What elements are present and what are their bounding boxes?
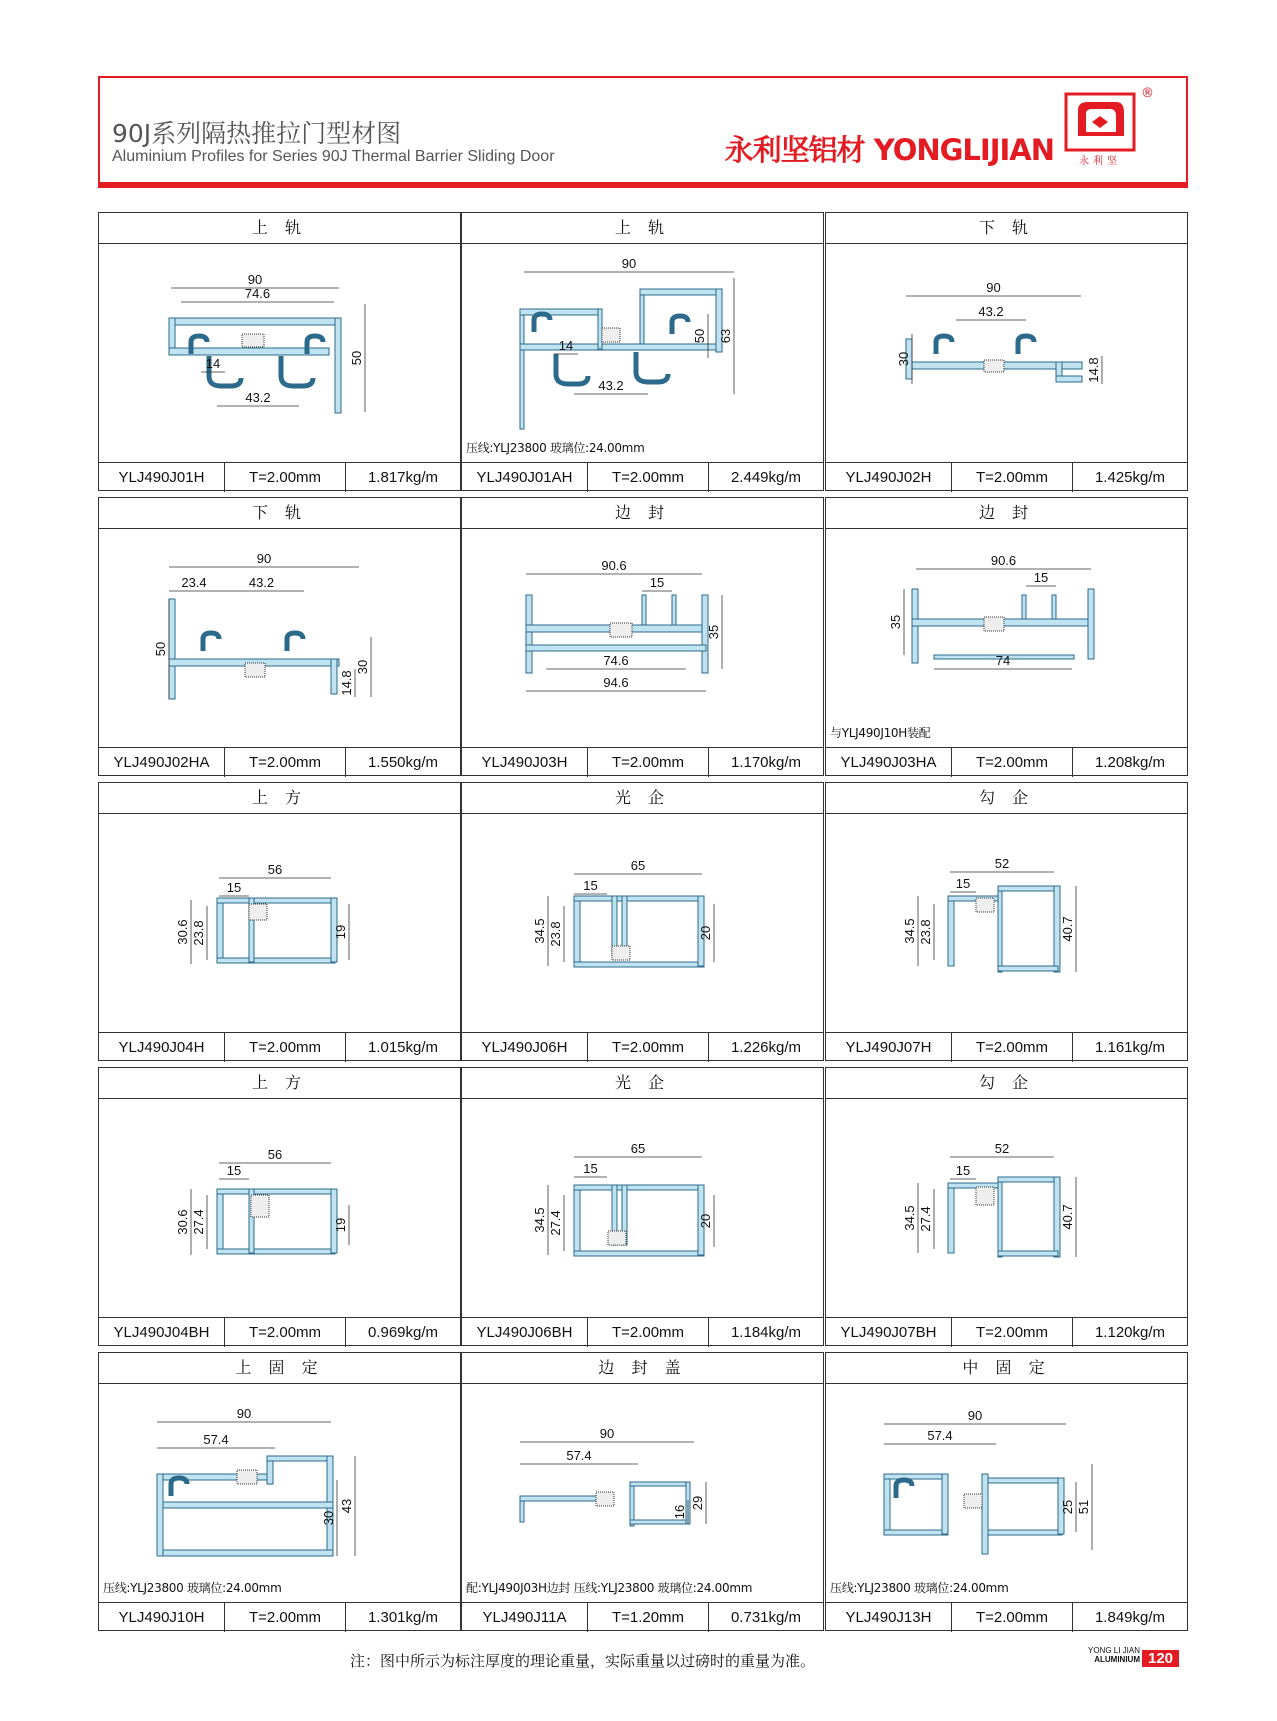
profile-thickness: T=2.00mm	[588, 1033, 709, 1062]
profile-cell	[825, 1352, 1188, 1631]
profile-wall	[169, 318, 175, 348]
footer-brand-small: YONG LI JIAN	[1087, 1646, 1140, 1655]
profile-section-svg	[826, 244, 1189, 462]
profile-wall	[574, 896, 580, 966]
thermal-break-strip	[602, 328, 620, 342]
dimension-label: 90	[599, 1426, 615, 1441]
profile-cell	[825, 212, 1188, 491]
profile-wall	[574, 1185, 704, 1190]
profile-cell	[461, 782, 824, 1061]
page-number-box	[1074, 1646, 1174, 1667]
dimension-label: 20	[698, 1213, 713, 1229]
profile-wall	[157, 1474, 163, 1556]
dimension-label: 23.8	[548, 921, 563, 947]
dimension-label: 56	[267, 862, 283, 877]
dimension-label: 15	[1033, 570, 1049, 585]
profile-section-svg	[462, 244, 825, 462]
dimension-label: 94.6	[603, 675, 629, 690]
profile-weight: 1.301kg/m	[367, 1609, 439, 1626]
dimension-label: 65	[630, 858, 646, 873]
profile-code: YLJ490J06H	[462, 1033, 588, 1062]
thermal-break-strip	[984, 360, 1004, 372]
page-number: 120	[1142, 1650, 1179, 1667]
profile-section-svg	[462, 1384, 825, 1602]
profile-section-svg	[462, 814, 825, 1032]
profile-drawing	[99, 244, 460, 462]
profile-thickness: T=2.00mm	[952, 463, 1073, 492]
thermal-break-strip	[251, 1195, 269, 1217]
profile-weight: 1.550kg/m	[367, 754, 439, 771]
dimension-label: 14	[205, 356, 221, 371]
profile-code: YLJ490J03H	[462, 748, 588, 777]
thermal-break-strip	[242, 334, 264, 347]
profile-track	[281, 356, 313, 386]
profile-drawing	[826, 814, 1187, 1032]
dimension-label: 57.4	[203, 1432, 229, 1447]
profile-code: YLJ490J02H	[826, 463, 952, 492]
dimension-label: 57.4	[927, 1428, 953, 1443]
dimension-label: 15	[649, 575, 665, 590]
dimension-label: 74	[995, 653, 1011, 668]
dimension-label: 34.5	[902, 1205, 917, 1231]
profile-drawing	[99, 1099, 460, 1317]
profile-weight: 1.226kg/m	[730, 1039, 802, 1056]
profile-wall	[630, 1482, 690, 1486]
profile-cell	[825, 782, 1188, 1061]
profile-title: 上 固 定	[99, 1353, 460, 1384]
profile-thickness: T=2.00mm	[225, 463, 346, 492]
page-title-cn: 90J系列隔热推拉门型材图	[112, 119, 402, 148]
profile-title: 边 封 盖	[462, 1353, 823, 1384]
profile-wall	[982, 1478, 1062, 1483]
profile-drawing	[462, 244, 823, 462]
profile-weight: 1.161kg/m	[1094, 1039, 1166, 1056]
profile-cell	[825, 1067, 1188, 1346]
dimension-label: 90	[967, 1408, 983, 1423]
dimension-label: 56	[267, 1147, 283, 1162]
profile-section-svg	[826, 1384, 1189, 1602]
brand-logo	[1064, 86, 1154, 167]
profile-thickness: T=2.00mm	[225, 1318, 346, 1347]
profile-thickness: T=2.00mm	[225, 1603, 346, 1632]
dimension-label: 52	[994, 1141, 1010, 1156]
profile-cell	[461, 1352, 824, 1631]
dimension-label: 43.2	[978, 304, 1004, 319]
dimension-label: 15	[226, 880, 242, 895]
profile-wall	[526, 645, 706, 651]
profile-wall	[574, 896, 704, 901]
profile-drawing	[99, 814, 460, 1032]
profile-wall	[574, 962, 704, 967]
profile-weight: 1.208kg/m	[1094, 754, 1166, 771]
dimension-label: 25	[1060, 1499, 1075, 1515]
registered-mark: ®	[1141, 86, 1154, 101]
profile-wall	[948, 1183, 954, 1253]
profile-code: YLJ490J01AH	[462, 463, 588, 492]
thermal-break-strip	[596, 1492, 614, 1506]
profile-hook	[896, 1480, 912, 1498]
profile-wall	[520, 309, 524, 429]
profile-wall	[526, 595, 532, 673]
profile-code: YLJ490J01H	[99, 463, 225, 492]
profile-drawing	[462, 529, 823, 747]
profile-weight: 1.184kg/m	[730, 1324, 802, 1341]
profile-code: YLJ490J02HA	[99, 748, 225, 777]
profile-thickness: T=2.00mm	[952, 1603, 1073, 1632]
page-header	[98, 76, 1188, 184]
profile-wall	[157, 1502, 333, 1508]
dimension-label: 15	[583, 1161, 598, 1176]
profile-cell	[461, 212, 824, 491]
dimension-label: 90.6	[990, 553, 1017, 568]
thermal-break-strip	[237, 1470, 257, 1484]
profile-wall	[217, 898, 335, 903]
profile-weight: 0.731kg/m	[730, 1609, 802, 1626]
profile-note: 与YLJ490J10H装配	[830, 726, 931, 740]
profile-track	[556, 354, 588, 384]
profile-spec-row	[462, 1032, 823, 1062]
brand-name: 永利坚铝材 YONGLIJIAN	[724, 133, 1054, 167]
profile-section-svg	[462, 529, 825, 747]
profile-wall	[574, 1185, 580, 1255]
profile-wall	[630, 1482, 634, 1526]
dimension-label: 27.4	[548, 1210, 563, 1236]
dimension-label: 90	[247, 272, 263, 287]
profile-section-svg	[99, 1099, 462, 1317]
profile-wall	[520, 1496, 600, 1501]
profile-wall	[598, 309, 602, 349]
profile-drawing	[462, 1099, 823, 1317]
profile-thickness: T=1.20mm	[588, 1603, 709, 1632]
dimension-label: 50	[692, 328, 707, 344]
dimension-label: 14.8	[339, 670, 354, 696]
profile-wall	[642, 595, 646, 625]
profile-hook	[936, 336, 952, 354]
profile-section-svg	[462, 1099, 825, 1317]
weight-footnote: 注：图中所示为标注厚度的理论重量，实际重量以过磅时的重量为准。	[350, 1652, 816, 1670]
profile-drawing	[826, 529, 1187, 747]
profile-spec-row	[826, 462, 1187, 492]
profile-section-svg	[99, 814, 462, 1032]
profile-wall	[1088, 589, 1094, 659]
profile-wall	[884, 1474, 890, 1534]
profile-wall	[1022, 595, 1026, 619]
profile-spec-row	[99, 1032, 460, 1062]
profile-code: YLJ490J06BH	[462, 1318, 588, 1347]
profile-drawing	[462, 1384, 823, 1602]
dimension-label: 90	[621, 256, 637, 271]
profile-weight: 1.120kg/m	[1094, 1324, 1166, 1341]
profile-weight: 1.170kg/m	[730, 754, 802, 771]
profile-wall	[217, 1189, 335, 1194]
profile-wall	[217, 958, 335, 963]
dimension-label: 90	[256, 551, 272, 566]
profile-section-svg	[826, 814, 1189, 1032]
dimension-label: 15	[226, 1163, 242, 1178]
profile-note: 压线:YLJ23800 玻璃位:24.00mm	[830, 1581, 1009, 1595]
profile-thickness: T=2.00mm	[588, 463, 709, 492]
profile-code: YLJ490J04H	[99, 1033, 225, 1062]
profile-drawing	[99, 1384, 460, 1602]
profile-wall	[640, 289, 644, 344]
profile-wall	[998, 1251, 1058, 1256]
dimension-label: 19	[333, 1217, 348, 1233]
dimension-label: 74.6	[603, 653, 629, 668]
profile-cell	[98, 1352, 461, 1631]
profile-wall	[574, 1251, 704, 1256]
dimension-label: 34.5	[902, 918, 917, 944]
header-rule	[98, 182, 1188, 188]
profile-weight: 1.849kg/m	[1094, 1609, 1166, 1626]
dimension-label: 30	[896, 351, 911, 367]
profile-title: 下 轨	[99, 498, 460, 529]
profile-hook	[171, 1478, 187, 1496]
dimension-label: 29	[690, 1495, 705, 1511]
profile-code: YLJ490J10H	[99, 1603, 225, 1632]
dimension-label: 20	[698, 925, 713, 941]
dimension-label: 35	[888, 614, 903, 630]
dimension-label: 40.7	[1060, 916, 1075, 942]
profile-cell	[98, 497, 461, 776]
profile-wall	[169, 599, 175, 699]
profile-code: YLJ490J03HA	[826, 748, 952, 777]
profile-weight: 0.969kg/m	[367, 1324, 439, 1341]
profile-spec-row	[99, 1602, 460, 1632]
profile-thickness: T=2.00mm	[952, 1318, 1073, 1347]
profile-wall	[998, 886, 1058, 891]
thermal-break-strip	[612, 946, 630, 960]
dimension-label: 43	[339, 1498, 354, 1514]
dimension-label: 19	[333, 924, 348, 940]
profile-thickness: T=2.00mm	[225, 1033, 346, 1062]
profile-weight: 1.817kg/m	[367, 469, 439, 486]
dimension-label: 30.6	[175, 919, 190, 945]
profile-spec-row	[462, 747, 823, 777]
profile-thickness: T=2.00mm	[225, 748, 346, 777]
profile-hook	[287, 633, 303, 651]
profile-wall	[998, 966, 1058, 971]
profile-title: 光 企	[462, 783, 823, 814]
dimension-label: 57.4	[566, 1448, 592, 1463]
profile-cell	[98, 212, 461, 491]
profile-wall	[217, 1189, 223, 1253]
profile-title: 勾 企	[826, 1068, 1187, 1099]
dimension-label: 50	[153, 641, 168, 657]
profile-code: YLJ490J11A	[462, 1603, 588, 1632]
profile-cell	[461, 1067, 824, 1346]
profile-note: 压线:YLJ23800 玻璃位:24.00mm	[103, 1581, 282, 1595]
profile-title: 边 封	[826, 498, 1187, 529]
profile-thickness: T=2.00mm	[588, 1318, 709, 1347]
profile-code: YLJ490J07H	[826, 1033, 952, 1062]
profile-cell	[98, 782, 461, 1061]
dimension-label: 30	[321, 1510, 336, 1526]
profile-wall	[884, 1530, 948, 1535]
dimension-label: 16	[672, 1504, 687, 1520]
profile-cell	[461, 497, 824, 776]
profile-drawing	[826, 244, 1187, 462]
profile-spec-row	[462, 1602, 823, 1632]
profile-wall	[169, 318, 339, 325]
dimension-label: 51	[1076, 1499, 1091, 1515]
thermal-break-strip	[976, 898, 994, 912]
profile-wall	[998, 1177, 1002, 1257]
profile-hook	[534, 314, 550, 332]
profile-wall	[1056, 376, 1082, 382]
profile-wall	[267, 1456, 327, 1461]
dimension-label: 43.2	[248, 575, 275, 590]
thermal-break-strip	[610, 623, 632, 637]
profile-spec-row	[826, 1317, 1187, 1347]
profile-note: 压线:YLJ23800 玻璃位:24.00mm	[466, 441, 645, 455]
profile-hook	[1018, 336, 1034, 354]
profile-wall	[672, 595, 676, 625]
dimension-label: 30	[355, 659, 370, 675]
profile-code: YLJ490J13H	[826, 1603, 952, 1632]
profile-drawing	[99, 529, 460, 747]
page-title-en: Aluminium Profiles for Series 90J Thermal Barrier Sliding Door	[112, 148, 555, 165]
logo-icon	[1064, 92, 1136, 152]
dimension-label: 27.4	[191, 1209, 206, 1235]
thermal-break-strip	[984, 617, 1004, 631]
profile-section-svg	[99, 1384, 462, 1602]
dimension-label: 15	[583, 878, 598, 893]
footer-aluminium: ALUMINIUM	[1094, 1655, 1140, 1664]
thermal-break-strip	[245, 663, 265, 677]
dimension-label: 34.5	[532, 918, 547, 944]
dimension-label: 65	[630, 1141, 646, 1156]
dimension-label: 15	[955, 876, 971, 891]
dimension-label: 14.8	[1086, 357, 1101, 383]
profile-title: 中 固 定	[826, 1353, 1187, 1384]
dimension-label: 23.4	[181, 575, 207, 590]
profile-track	[636, 352, 668, 382]
profile-title: 上 轨	[462, 213, 823, 244]
profile-spec-row	[826, 1032, 1187, 1062]
profile-spec-row	[99, 462, 460, 492]
profile-title: 下 轨	[826, 213, 1187, 244]
profile-wall	[217, 1249, 335, 1254]
dimension-label: 35	[706, 624, 721, 640]
dimension-label: 90	[236, 1406, 252, 1421]
profile-title: 上 方	[99, 1068, 460, 1099]
profile-weight: 1.425kg/m	[1094, 469, 1166, 486]
profile-spec-row	[462, 1317, 823, 1347]
profile-note: 配:YLJ490J03H边封 压线:YLJ23800 玻璃位:24.00mm	[466, 1581, 753, 1595]
profile-spec-row	[99, 1317, 460, 1347]
profile-section-svg	[99, 529, 462, 747]
dimension-label: 23.8	[191, 920, 206, 946]
dimension-label: 50	[349, 350, 364, 366]
dimension-label: 43.2	[598, 378, 624, 393]
profile-title: 勾 企	[826, 783, 1187, 814]
dimension-label: 27.4	[918, 1206, 933, 1232]
profile-title: 上 方	[99, 783, 460, 814]
profile-wall	[335, 318, 341, 413]
profile-spec-row	[826, 747, 1187, 777]
profile-wall	[217, 898, 223, 962]
profile-wall	[630, 1520, 690, 1524]
profile-title: 光 企	[462, 1068, 823, 1099]
profile-wall	[884, 1474, 948, 1479]
profile-code: YLJ490J07BH	[826, 1318, 952, 1347]
thermal-break-strip	[976, 1187, 994, 1205]
dimension-label: 52	[994, 856, 1010, 871]
profile-wall	[982, 1474, 988, 1554]
profile-wall	[998, 1177, 1058, 1182]
profile-spec-row	[462, 462, 823, 492]
profile-spec-row	[826, 1602, 1187, 1632]
profile-section-svg	[99, 244, 462, 462]
profile-wall	[640, 289, 720, 295]
profile-thickness: T=2.00mm	[952, 1033, 1073, 1062]
profile-weight: 1.015kg/m	[367, 1039, 439, 1056]
profile-cell	[825, 497, 1188, 776]
profile-section-svg	[826, 1099, 1189, 1317]
dimension-label: 14	[558, 338, 574, 353]
profile-cell	[98, 1067, 461, 1346]
profile-code: YLJ490J04BH	[99, 1318, 225, 1347]
profile-weight: 2.449kg/m	[730, 469, 802, 486]
logo-text: 永利坚	[1079, 156, 1121, 167]
profile-wall	[982, 1530, 1062, 1535]
profile-wall	[520, 309, 598, 315]
profile-thickness: T=2.00mm	[952, 748, 1073, 777]
profile-section-svg	[826, 529, 1189, 747]
profile-thickness: T=2.00mm	[588, 748, 709, 777]
dimension-label: 23.8	[918, 919, 933, 945]
profile-drawing	[826, 1099, 1187, 1317]
dimension-label: 74.6	[244, 286, 271, 301]
profile-wall	[948, 896, 954, 966]
thermal-break-strip	[249, 904, 267, 920]
profile-title: 上 轨	[99, 213, 460, 244]
profile-spec-row	[99, 747, 460, 777]
profile-drawing	[462, 814, 823, 1032]
profile-wall	[998, 886, 1002, 972]
profile-wall	[942, 1474, 948, 1534]
dimension-label: 15	[955, 1163, 971, 1178]
dimension-label: 90.6	[601, 558, 627, 573]
profile-wall	[1052, 595, 1056, 619]
profile-wall	[163, 1550, 333, 1556]
profile-wall	[331, 659, 337, 694]
profile-hook	[672, 316, 688, 334]
dimension-label: 34.5	[532, 1207, 547, 1233]
dimension-label: 63	[718, 328, 733, 344]
dimension-label: 30.6	[175, 1209, 190, 1235]
profile-title: 边 封	[462, 498, 823, 529]
dimension-label: 40.7	[1060, 1204, 1075, 1230]
thermal-break-strip	[964, 1494, 982, 1508]
profile-drawing	[826, 1384, 1187, 1602]
profile-hook	[203, 633, 219, 651]
profile-wall	[520, 344, 720, 350]
dimension-label: 90	[986, 280, 1001, 295]
dimension-label: 43.2	[245, 390, 271, 405]
thermal-break-strip	[608, 1231, 626, 1245]
